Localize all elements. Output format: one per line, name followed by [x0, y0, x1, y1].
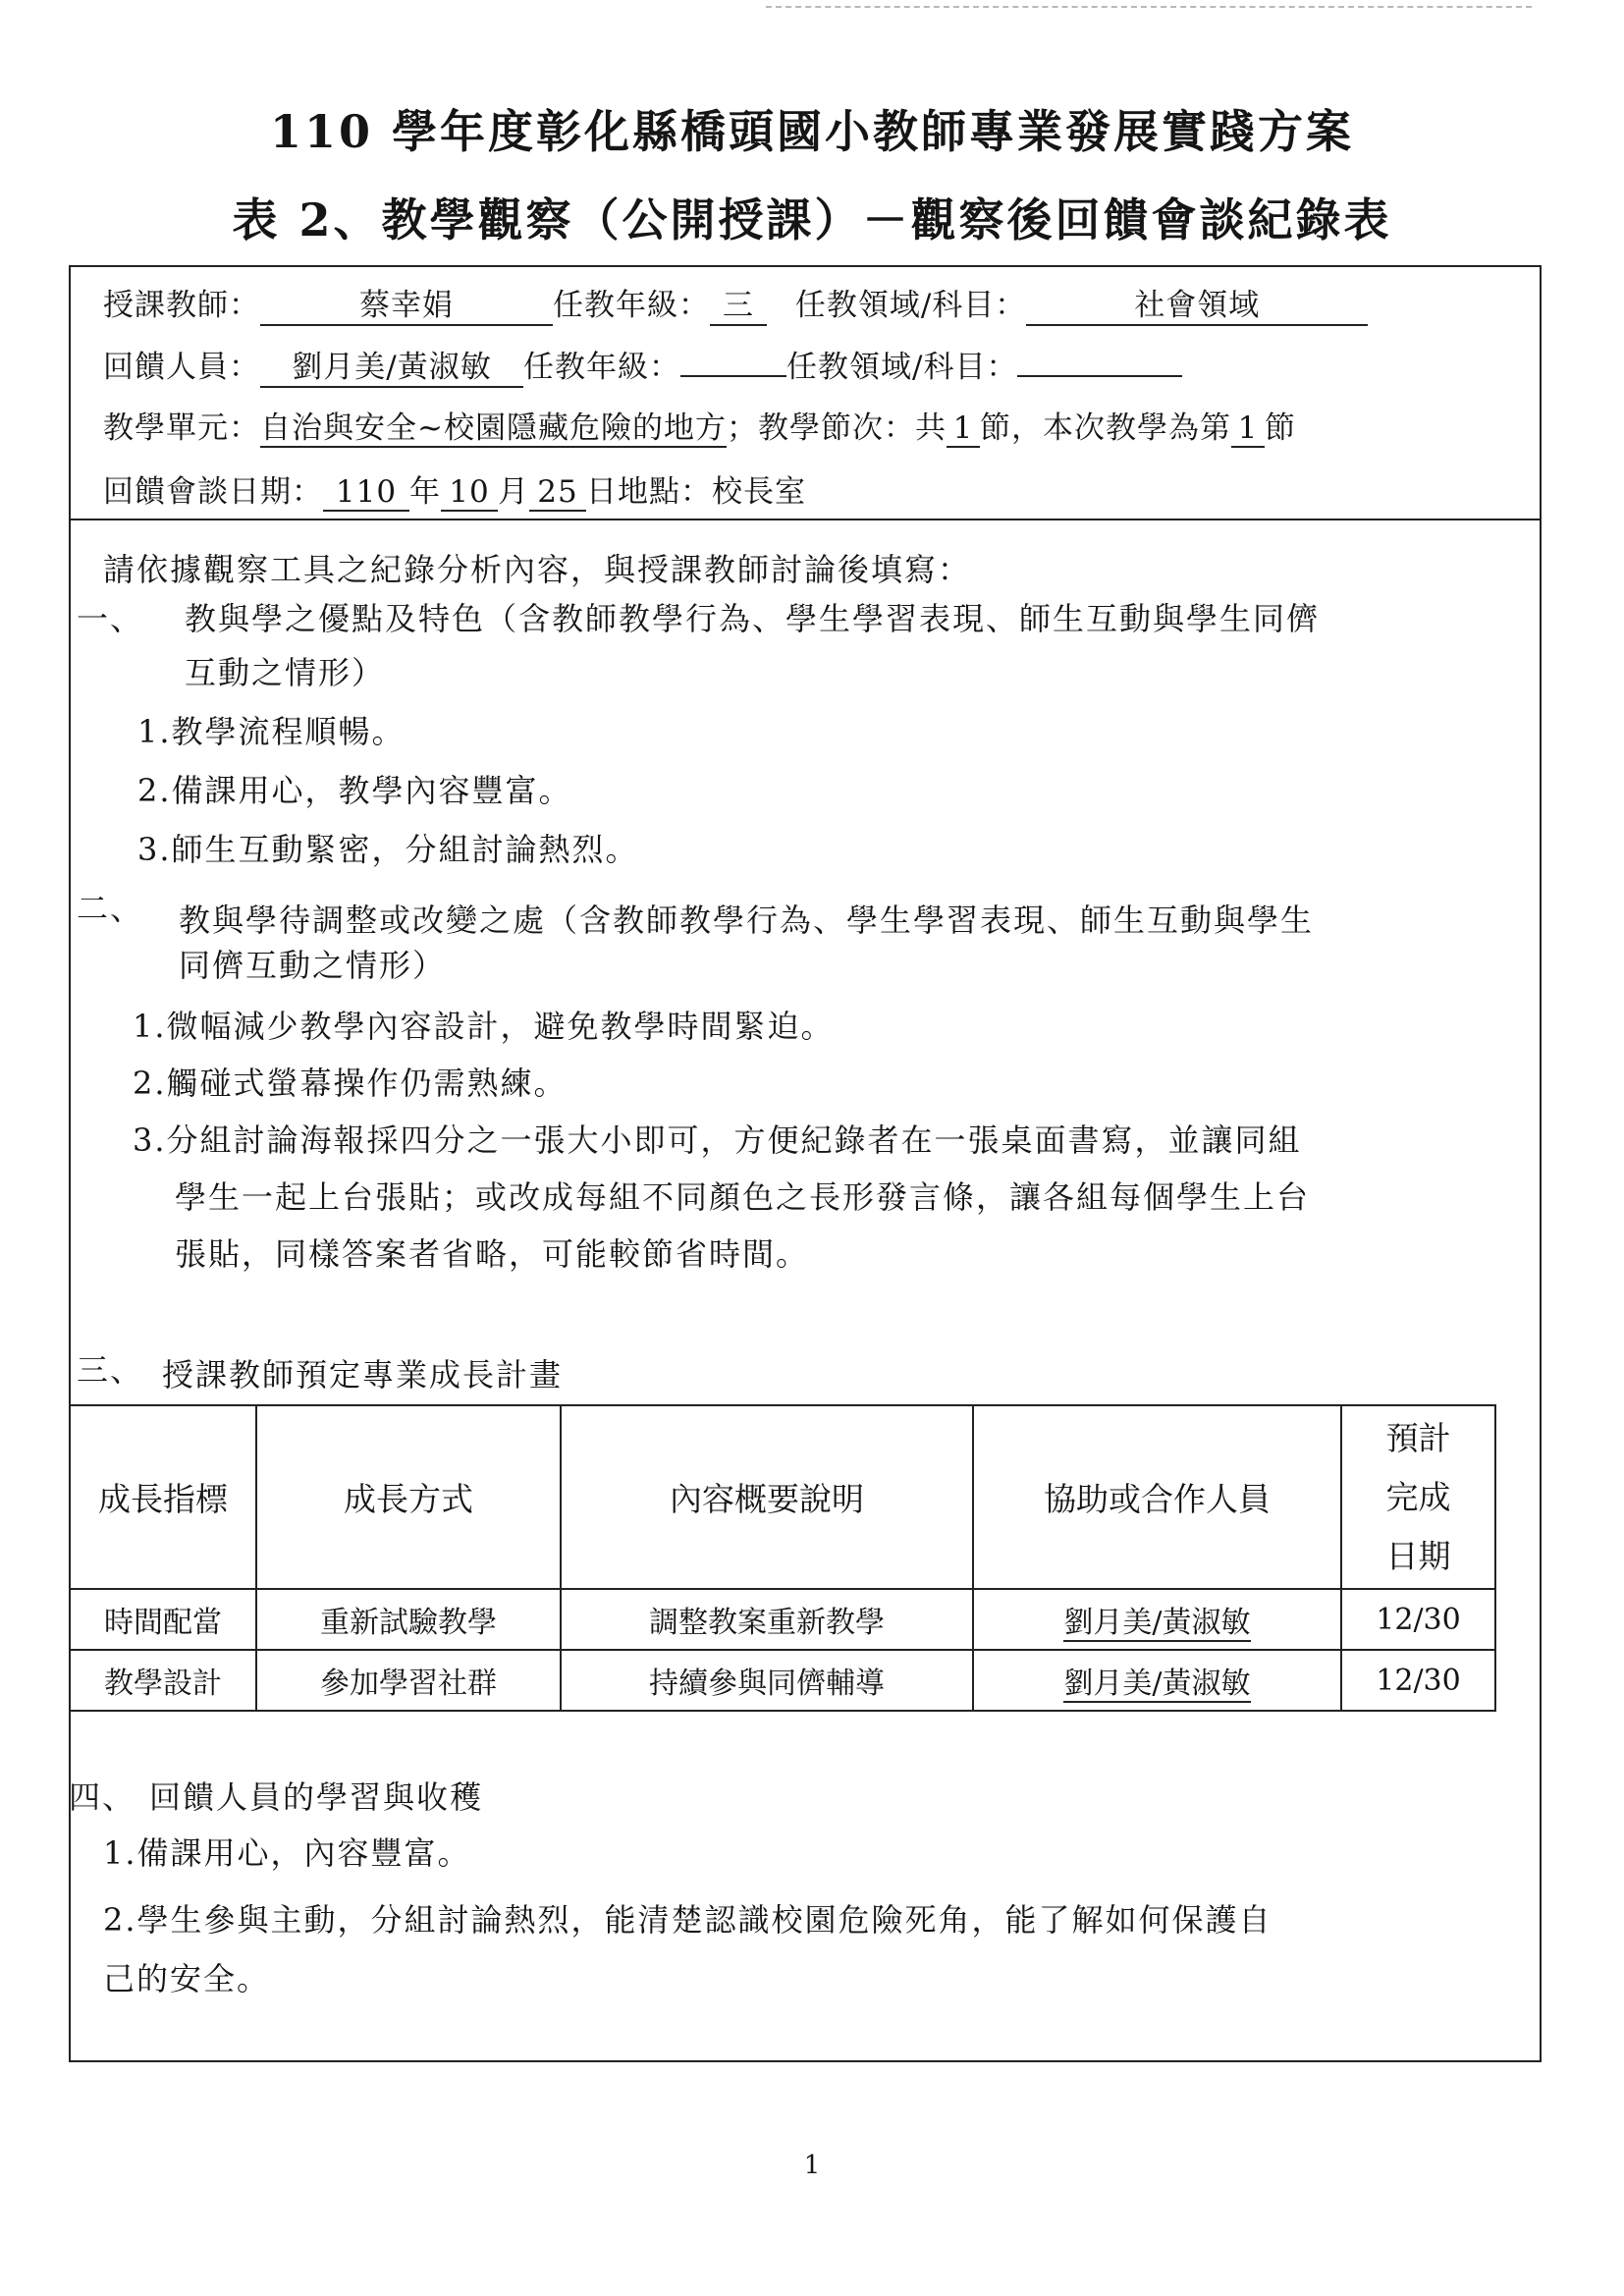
- cell-collaborators: [973, 1589, 1341, 1650]
- periods-text-1: ；教學節次：共: [726, 410, 947, 446]
- document-title: 110 學年度彰化縣橋頭國小教師專業發展實踐方案: [269, 105, 1355, 158]
- section2-number: 二、: [77, 890, 144, 927]
- unit-row: [103, 403, 1296, 448]
- cell-content: 持續參與同儕輔導: [561, 1650, 973, 1711]
- periods-text-3: 節: [1264, 410, 1296, 446]
- header-content-summary: 內容概要說明: [561, 1405, 973, 1589]
- subject-label: 任教領域/科目：: [794, 288, 1027, 323]
- cell-content: 調整教案重新教學: [561, 1589, 973, 1650]
- section2-item-2: 2.觸碰式螢幕操作仍需熟練。: [133, 1065, 568, 1102]
- section3-number: 三、: [77, 1351, 144, 1389]
- cell-indicator: 時間配當: [70, 1589, 256, 1650]
- reviewer-row: [103, 342, 1182, 388]
- section4-item-2: 2.學生參與主動，分組討論熱烈，能清楚認識校園危險死角，能了解如何保護自: [103, 1901, 1272, 1939]
- unit-label: 教學單元：: [103, 410, 260, 446]
- cell-method: 參加學習社群: [256, 1650, 561, 1711]
- section1-heading-cont: 互動之情形）: [185, 654, 386, 691]
- teacher-grade: 三: [710, 280, 767, 326]
- header-growth-indicator: 成長指標: [70, 1405, 256, 1589]
- date-row: [103, 466, 806, 512]
- form-title: 表 2、教學觀察（公開授課）－觀察後回饋會談紀錄表: [232, 193, 1392, 246]
- section1-heading: 教與學之優點及特色（含教師教學行為、學生學習表現、師生互動與學生同儕: [185, 600, 1321, 637]
- table-row: [70, 1589, 1495, 1650]
- section4-item-2-cont: 己的安全。: [103, 1960, 271, 1997]
- cell-collaborators: [973, 1650, 1341, 1711]
- section4-number: 四、: [69, 1778, 136, 1816]
- year-unit: 年: [409, 474, 441, 510]
- section1-number: 一、: [77, 600, 144, 637]
- collaborators-text: 劉月美/黃淑敏: [1063, 1667, 1251, 1701]
- header-due-date: 預計完成日期: [1341, 1405, 1495, 1589]
- teacher-row: [103, 280, 1368, 326]
- teacher-name: 蔡幸娟: [260, 280, 553, 326]
- instruction-text: 請依據觀察工具之紀錄分析內容，與授課教師討論後填寫：: [103, 551, 972, 588]
- table-header-row: [70, 1405, 1495, 1589]
- section2-heading-cont: 同儕互動之情形）: [179, 947, 447, 984]
- cell-due-date: 12/30: [1341, 1650, 1495, 1711]
- header-collaborators: 協助或合作人員: [973, 1405, 1341, 1589]
- section3-heading: 授課教師預定專業成長計畫: [162, 1356, 564, 1394]
- period-current: 1: [1231, 410, 1265, 448]
- reviewer-names: 劉月美/黃淑敏: [260, 342, 523, 388]
- section2-item-3-cont2: 張貼，同樣答案者省略，可能較節省時間。: [175, 1235, 810, 1273]
- date-month: 10: [441, 474, 498, 512]
- date-label: 回饋會談日期：: [103, 474, 323, 510]
- reviewer-grade: [680, 342, 786, 377]
- periods-text-2: 節，本次教學為第: [979, 410, 1231, 446]
- section4-item-1: 1.備課用心，內容豐富。: [103, 1834, 471, 1872]
- table-row: [70, 1650, 1495, 1711]
- cell-due-date: 12/30: [1341, 1589, 1495, 1650]
- section1-item-2: 2.備課用心，教學內容豐富。: [137, 772, 572, 809]
- reviewer-label: 回饋人員：: [103, 350, 260, 385]
- day-unit: 日: [586, 474, 618, 510]
- date-day: 25: [529, 474, 586, 512]
- reviewer-grade-label: 任教年級：: [523, 350, 680, 385]
- header-growth-method: 成長方式: [256, 1405, 561, 1589]
- date-year: 110: [323, 474, 409, 512]
- growth-plan-table: [69, 1404, 1496, 1712]
- section2-item-1: 1.微幅減少教學內容設計，避免教學時間緊迫。: [133, 1008, 835, 1045]
- teacher-subject: 社會領域: [1026, 280, 1368, 326]
- periods-total: 1: [947, 410, 980, 448]
- location: 校長室: [712, 474, 806, 510]
- header-divider: [69, 519, 1542, 520]
- section1-item-3: 3.師生互動緊密，分組討論熱烈。: [137, 831, 639, 868]
- scan-artifact: [766, 6, 1532, 8]
- section2-item-3-cont1: 學生一起上台張貼；或改成每組不同顏色之長形發言條，讓各組每個學生上台: [175, 1178, 1311, 1216]
- month-unit: 月: [498, 474, 529, 510]
- reviewer-subject-label: 任教領域/科目：: [786, 350, 1018, 385]
- cell-indicator: 教學設計: [70, 1650, 256, 1711]
- location-label: 地點：: [618, 474, 712, 510]
- section1-item-1: 1.教學流程順暢。: [137, 713, 406, 750]
- unit-name: 自治與安全~校園隱藏危險的地方: [260, 410, 727, 446]
- section2-item-3: 3.分組討論海報採四分之一張大小即可，方便紀錄者在一張桌面書寫，並讓同組: [133, 1121, 1302, 1159]
- grade-label: 任教年級：: [553, 288, 710, 323]
- section2-heading: 教與學待調整或改變之處（含教師教學行為、學生學習表現、師生互動與學生: [179, 902, 1315, 939]
- page-number: 1: [803, 2151, 821, 2180]
- cell-method: 重新試驗教學: [256, 1589, 561, 1650]
- collaborators-text: 劉月美/黃淑敏: [1063, 1606, 1251, 1640]
- reviewer-subject: [1017, 342, 1182, 377]
- section4-heading: 回饋人員的學習與收穫: [149, 1778, 484, 1816]
- teacher-label: 授課教師：: [103, 288, 260, 323]
